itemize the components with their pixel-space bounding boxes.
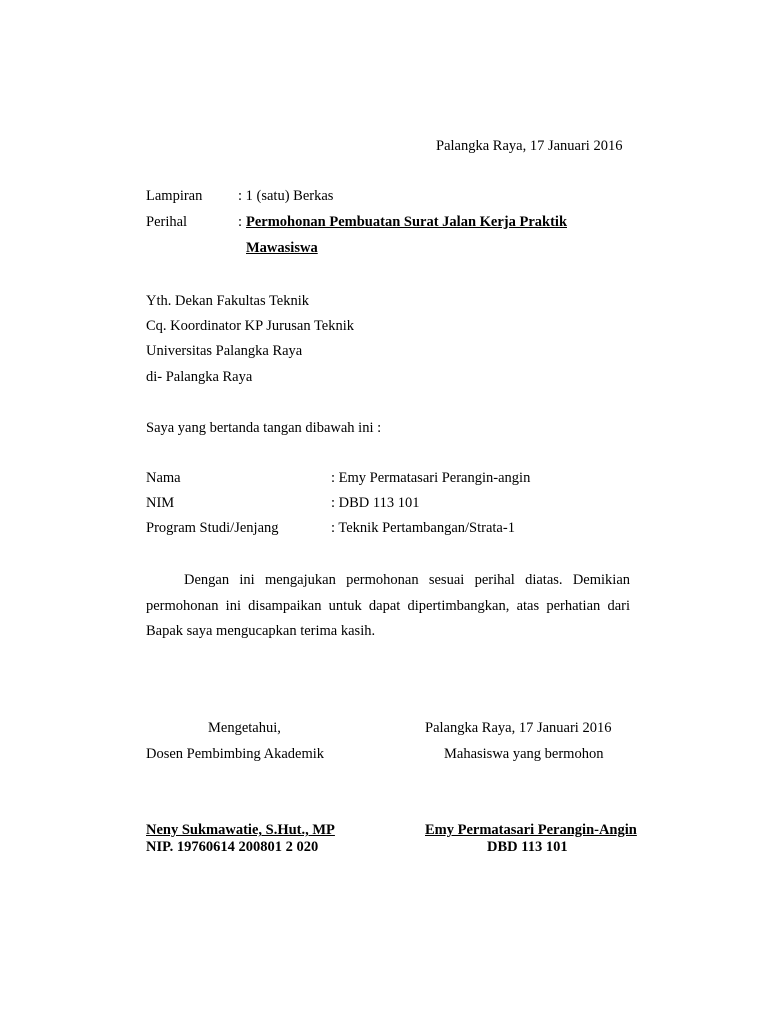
identity-value-prodi: : Teknik Pertambangan/Strata-1 (331, 520, 515, 536)
body-paragraph-text: Dengan ini mengajukan permohonan sesuai perihal diatas. Demikian permohonan ini disampaikan untuk dapat dipertimbangkan, atas perhatian dari Bapak saya mengucapkan terima kasih. (146, 572, 630, 639)
identity-label-nama: Nama (146, 470, 181, 486)
signature-left-name: Neny Sukmawatie, S.Hut., MP (146, 822, 335, 838)
recipient-line: Cq. Koordinator KP Jurusan Teknik (146, 318, 355, 334)
date-line: Palangka Raya, 17 Januari 2016 (436, 138, 623, 154)
perihal-subject-line2: Mawasiswa (246, 240, 318, 256)
signature-right-line2: Mahasiswa yang bermohon (444, 746, 604, 762)
identity-value-nim: : DBD 113 101 (331, 495, 420, 511)
signature-right-line1: Palangka Raya, 17 Januari 2016 (425, 720, 612, 736)
identity-label-nim: NIM (146, 495, 175, 511)
perihal-subject-line1: Permohonan Pembuatan Surat Jalan Kerja Praktik (246, 214, 568, 230)
perihal-label: Perihal (146, 214, 188, 230)
intro-line: Saya yang bertanda tangan dibawah ini : (146, 420, 382, 436)
signature-right-name: Emy Permatasari Perangin-Angin (425, 822, 637, 838)
identity-value-nama: : Emy Permatasari Perangin-angin (331, 470, 531, 486)
signature-right-id: DBD 113 101 (487, 839, 568, 855)
lampiran-value: : 1 (satu) Berkas (238, 188, 334, 204)
recipient-line: di- Palangka Raya (146, 369, 253, 385)
recipient-line: Yth. Dekan Fakultas Teknik (146, 293, 310, 309)
signature-left-id: NIP. 19760614 200801 2 020 (146, 839, 319, 855)
body-paragraph (146, 568, 630, 645)
signature-left-line2: Dosen Pembimbing Akademik (146, 746, 325, 762)
perihal-colon: : (238, 214, 243, 230)
lampiran-label: Lampiran (146, 188, 203, 204)
signature-left-line1: Mengetahui, (208, 720, 281, 736)
recipient-line: Universitas Palangka Raya (146, 343, 303, 359)
identity-label-prodi: Program Studi/Jenjang (146, 520, 279, 536)
